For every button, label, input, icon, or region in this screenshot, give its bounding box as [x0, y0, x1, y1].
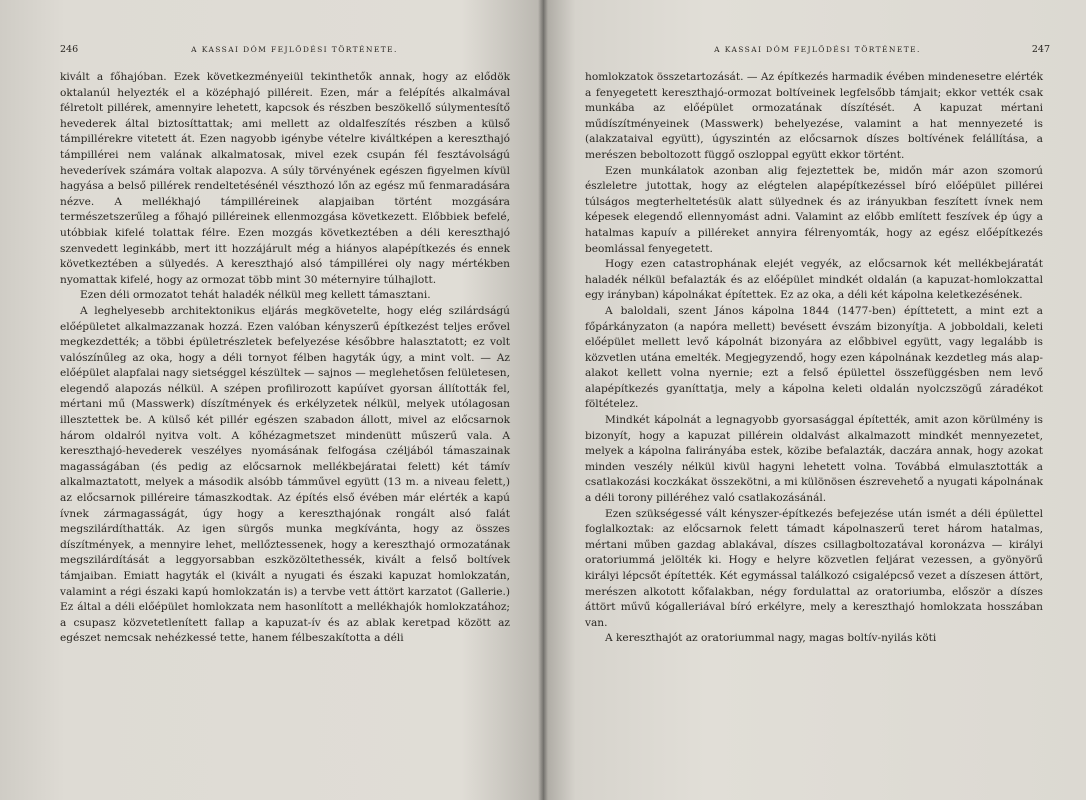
- paragraph: homlokzatok összetartozását. — Az építkezés harmadik évében mindenesetre elérték a fenyegetett kereszthajó-ormozat boltíveinek legfelsőbb támjait; ekkor vették csak munkába az előépület ormozatának díszítését. A kapuzat mértani műdíszítményeinek (Masswerk) behelyezése, valamint a hat mennyezeté is (alakzataival együtt), úgyszintén az előcsarnok díszes boltívének felállítása, a merészen beboltozott függő oszloppal együtt ekkor történt.: [585, 71, 1043, 161]
- paragraph: kivált a főhajóban. Ezek következményeiül tekinthetők annak, hogy az elődök oktalanúl helyezték el a középhajó pilléreit. Ezen, már a felépítés alkalmával félretolt pillérek, amennyire lehetett, kapcsok és részben beszökellő súlymentesítő hevederek által biztosíttattak; ami mellett az oldalfeszítés részben a külső támpillérekre vitetett át. Ezen nagyobb igénybe vételre kiváltképen a kereszthajó támpillérei nem valának alkalmatosak, mivel ezek csupán fél fesztávolságú hevederívek számára voltak alapozva. A súly törvényének egészen figyelmen kívül hagyása a belső pillérek rendeltetésénél vészthozó lőn az egész mű fenmaradására nézve. A mellékhajó támpilléreinek alapjaiban történt mozgására természetszerűleg a főhajó pilléreinek ellenmozgása következett. Előbbiek befelé, utóbbiak kifelé tolattak félre. Ezen mozgás következtében a déli kereszthajó szenvedett leginkább, mert itt hozzájárult még a hiányos alapépítkezés és ennek következtében a sülyedés. A kereszthajó alsó támpillérei oly nagy mértékben nyomattak kifelé, hogy az ormozat több mint 30 méternyire túlhajlott.: [60, 71, 510, 286]
- paragraph: Hogy ezen catastrophának elejét vegyék, az előcsarnok két mellékbejáratát haladék nélkül befalazták és az előépület mindkét oldalán (a kapuzat-homlokzattal egy irányban) kápolnákat építettek. Ez az oka, a déli két kápolna keletkezésének.: [585, 258, 1043, 302]
- left-running-head: [60, 44, 529, 58]
- right-running-head: [585, 44, 1050, 58]
- right-page-text: [585, 70, 1043, 647]
- paragraph: A leghelyesebb architektonikus eljárás megkövetelte, hogy elég szilárdságú előépületet alkalmazzanak hozzá. Ezen valóban kényszerű építkezést teljes erővel megkezdették; a többi épületrészletek befelyezése későbbre halasztatott; ez volt valószínűleg az oka, hogy a déli tornyot félben hagyták úgy, a mint volt. — Az előépület alapfalai nagy sietséggel készültek — sajnos — meglehetősen felületesen, elegendő alapozás nélkül. A szépen profilirozott kapúívet gyorsan állították fel, mértani mű (Masswerk) díszítmények és erkélyzetek nélkül, melyek utólagosan illesztettek be. A külső két pillér egészen szabadon állott, mivel az előcsarnok három oldalról nyitva volt. A kőhézagmetszet mindenütt műszerű vala. A kereszthajó-hevederek veszélyes nyomásának felfogása czéljából támaszainak magasságában (és pedig az előcsarnok mellékbejáratai felett) két támív alkalmaztatott, melyek a második alsóbb támművel együtt (13 m. a niveau felett,) az előcsarnok pilléreire támaszkodtak. Az építés első évében már elérték a kapú ívnek zármagasságát, úgy hogy a kereszthajónak rongált alsó falát megszilárdíthatták. Az igen sürgős munka megkívánta, hogy az összes díszítmények, a mennyire lehet, mellőztessenek, hogy a kereszthajó ormozatának megszilárdítását a leggyorsabban eszközöltethessék, kivált a felső boltívek támjaiban. Emiatt hagyták el (kivált a nyugati és északi kapuzat homlokzatán, valamint a régi északi kapú homlokzatán is) a tervbe vett áttört karzatot (Gallerie.) Ez által a déli előépület homlokzata nem hasonlított a mellékhajók homlokzatához; a csupasz közvetetlenített fallap a kapuzat-ív és az ablak keretpad között az egészet nemcsak nehézkessé tette, hanem félbeszakította a déli: [60, 304, 510, 645]
- paragraph: Ezen munkálatok azonban alig fejeztettek be, midőn már azon szomorú észleletre jutottak, hogy az elégtelen alapépítkezéssel bíró előépület pillérei túlságos megterheltetésük alatt sülyednek és az irányukban feszített ívnek nem képesek elegendő ellennyomást adni. Valamint az előbb említett feszívek ép úgy a hatalmas kapuív a pilléreket annyira félrenyomták, hogy az egész előépítkezés beomlással fenyegetett.: [585, 164, 1043, 255]
- left-page-number: 246: [60, 44, 79, 55]
- left-running-title: A KASSAI DÓM FEJLŐDÉSI TÖRTÉNETE.: [191, 45, 398, 54]
- paragraph: Ezen déli ormozatot tehát haladék nélkül meg kellett támasztani.: [80, 289, 431, 302]
- left-page-text: [60, 70, 510, 647]
- paragraph: Ezen szükségessé vált kényszer-építkezés befejezése után ismét a déli épülettel foglalkoztak: az előcsarnok felett támadt kápolnaszerű teret három hatalmas, mértani műben gazdag ablakával, díszes csillagboltozatával koronázva — királyi oratoriummá jelölték ki. Hogy e helyre közvetlen feljárat vezessen, a gyönyörű királyi lépcsőt építették. Két egymással találkozó csigalépcső vezet a díszesen áttört, merészen alkotott kőfalakban, négy fordulattal az oratoriumba, először a díszes áttört művű kógalleriával bíró erkélyre, mely a kereszthajó homlokzata hosszában van.: [585, 507, 1043, 629]
- right-page: [543, 0, 1086, 800]
- paragraph: A baloldali, szent János kápolna 1844 (1477-ben) építtetett, a mint ezt a főpárkányzaton (a napóra mellett) bevésett évszám bizonyítja. A jobboldali, keleti előépület mellett levő kápolnát bizonyára az előbbivel együtt, vagy legalább is közvetlen utána emelték. Megjegyzendő, hogy ezen kápolnának kezdetleg más alap-alakot kellett volna nyernie; ezt a felső épülettel összefüggésben nem levő alapépítkezés gyaníttatja, mely a kápolna keleti oldalán nyolczszögű záradékot föltételez.: [585, 304, 1043, 411]
- paragraph: Mindkét kápolnát a legnagyobb gyorsasággal építették, amit azon körülmény is bizonyít, hogy a kapuzat pillérein oldalvást alkalmazott mindkét mennyezetet, melyek a kápolna falirányába estek, közibe befalazták, daczára annak, hogy azokat minden veszély nélkül kivül hagyni lehetett volna. Továbbá elmulasztották a csatlakozási koczkákat összekötni, a mi különösen észrevehető a nyugati kápolnának a déli torony pilléréhez való csatlakozásánál.: [585, 414, 1043, 505]
- right-running-title: A KASSAI DÓM FEJLŐDÉSI TÖRTÉNETE.: [714, 45, 921, 54]
- right-page-number: 247: [1031, 44, 1050, 55]
- paragraph: A kereszthajót az oratoriummal nagy, magas boltív-nyilás köti: [605, 632, 937, 645]
